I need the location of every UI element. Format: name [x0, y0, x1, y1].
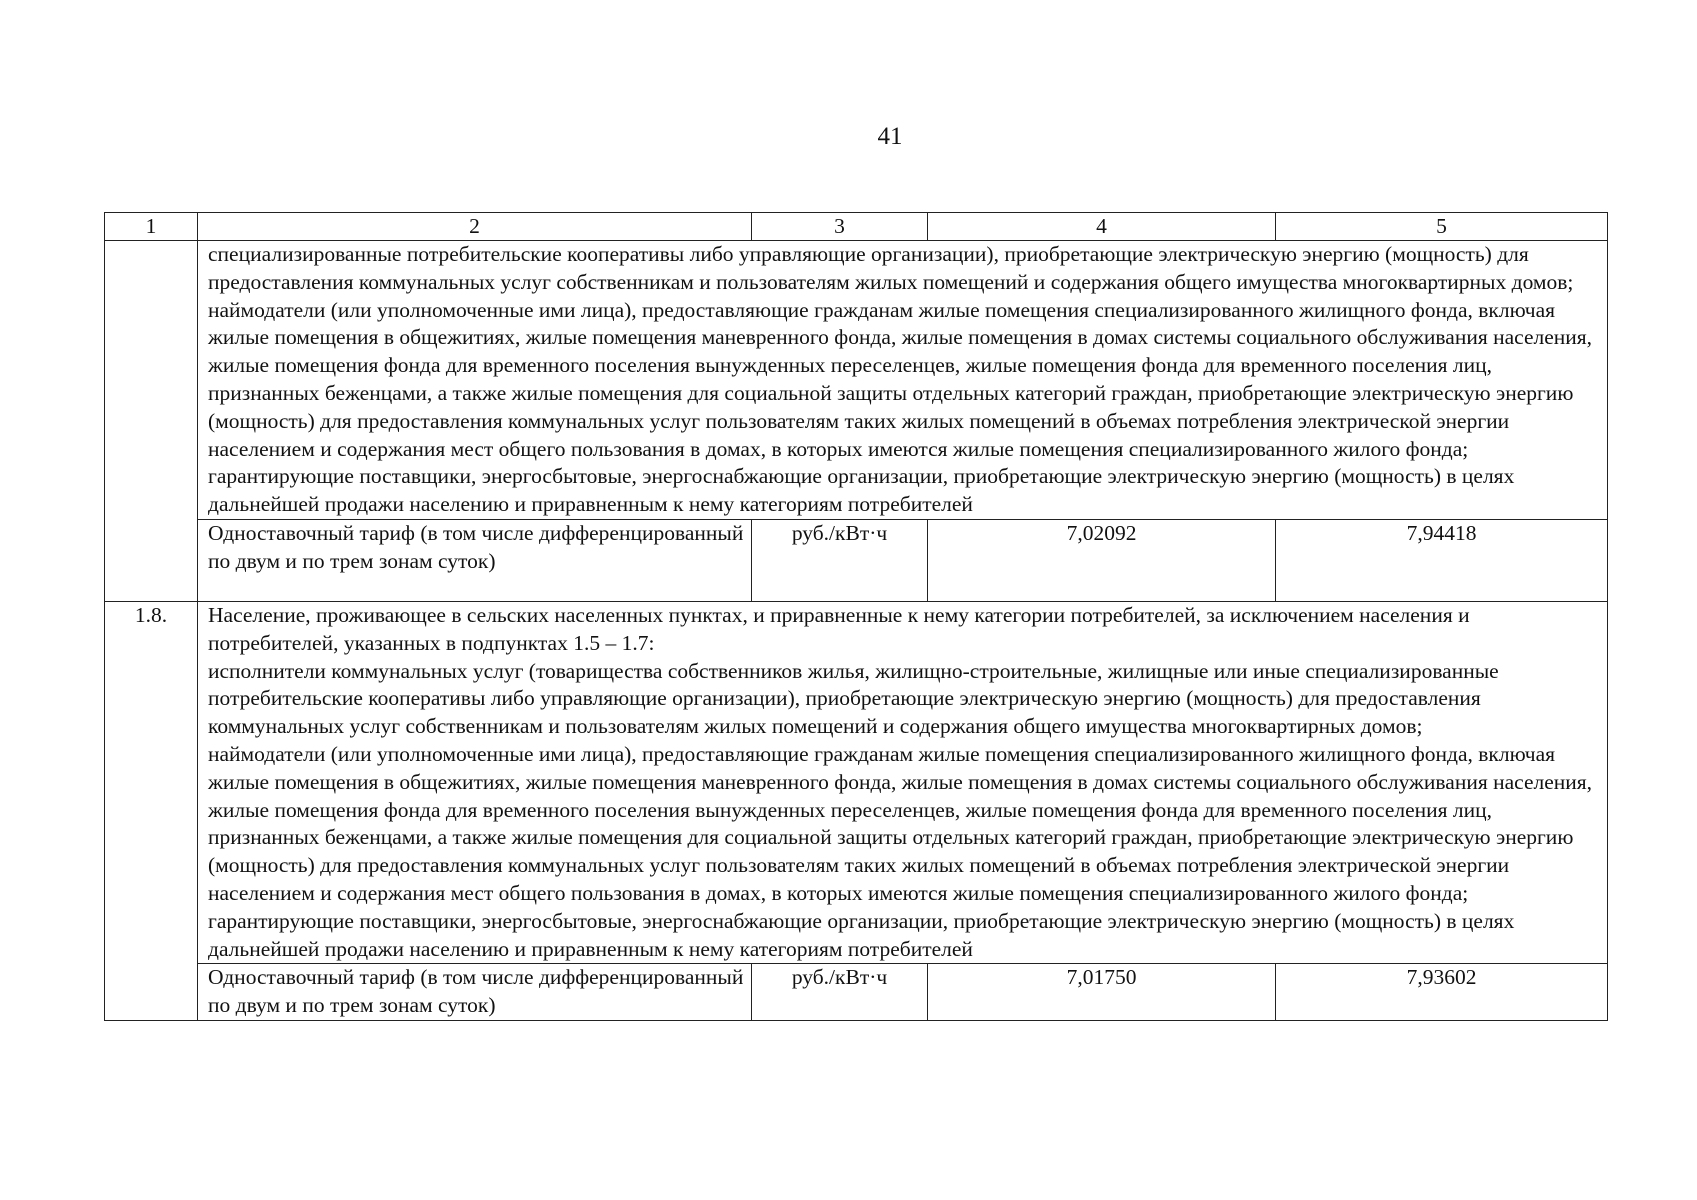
tariff-unit: руб./кВт·ч: [752, 519, 928, 601]
tariff-unit: руб./кВт·ч: [752, 964, 928, 1021]
continuation-description-row: [105, 241, 1608, 520]
header-col-4: 4: [928, 213, 1276, 241]
header-col-3: 3: [752, 213, 928, 241]
tariff-label: Одноставочный тариф (в том числе дифференцированный по двум и по трем зонам суток): [198, 964, 752, 1021]
section-number: 1.8.: [105, 601, 198, 1020]
continuation-description: [198, 241, 1608, 520]
section-1-8-tariff-row: [105, 964, 1608, 1021]
continuation-tariff-row: [105, 519, 1608, 601]
page-number: 41: [877, 123, 903, 150]
section-paragraph-4: гарантирующие поставщики, энергосбытовые, энергоснабжающие организации, приобретающие электрическую энергию (мощность) в целях дальнейшей продажи населению и приравненным к нему категориям потребителей: [208, 908, 1515, 961]
continuation-paragraph-2: наймодатели (или уполномоченные ими лица), предоставляющие гражданам жилые помещения специализированного жилищного фонда, включая жилые помещения в общежитиях, жилые помещения маневренного фонда, жилые помещения в домах системы социального обслуживания населения, жилые помещения фонда для временного поселения вынужденных переселенцев, жилые помещения фонда для временного поселения лиц, признанных беженцами, а также жилые помещения для социальной защиты отдельных категорий граждан, приобретающие электрическую энергию (мощность) для предоставления коммунальных услуг пользователям таких жилых помещений в объемах потребления электрической энергии населением и содержания мест общего пользования в домах, в которых имеются жилые помещения специализированного жилого фонда; гарантирующие поставщики, энергосбытовые, энергоснабжающие организации, приобретающие электрическую энергию (мощность) в целях дальнейшей продажи населению и приравненным к нему категориям потребителей: [208, 297, 1593, 517]
tariff-value-col5: 7,94418: [1276, 519, 1608, 601]
section-1-8-description-row: [105, 601, 1608, 963]
tariff-value-col4: 7,02092: [928, 519, 1276, 601]
header-col-1: 1: [105, 213, 198, 241]
continuation-number-cell: [105, 241, 198, 602]
section-paragraph-1: Население, проживающее в сельских населенных пунктах, и приравненные к нему категории потребителей, за исключением населения и потребителей, указанных в подпунктах 1.5 – 1.7:: [208, 602, 1470, 655]
section-1-8-description: [198, 601, 1608, 963]
tariff-value-col5: 7,93602: [1276, 964, 1608, 1021]
tariff-label: Одноставочный тариф (в том числе дифференцированный по двум и по трем зонам суток): [198, 519, 752, 601]
table-header-row: [105, 213, 1608, 241]
header-col-2: 2: [198, 213, 752, 241]
tariff-table: [104, 212, 1608, 1021]
tariff-value-col4: 7,01750: [928, 964, 1276, 1021]
continuation-paragraph-1: специализированные потребительские кооперативы либо управляющие организации), приобретающие электрическую энергию (мощность) для предоставления коммунальных услуг собственникам и пользователям жилых помещений и содержания общего имущества многоквартирных домов;: [208, 242, 1574, 294]
section-paragraph-3: наймодатели (или уполномоченные ими лица), предоставляющие гражданам жилые помещения специализированного жилищного фонда, включая жилые помещения в общежитиях, жилые помещения маневренного фонда, жилые помещения в домах системы социального обслуживания населения, жилые помещения фонда для временного поселения вынужденных переселенцев, жилые помещения фонда для временного поселения лиц, признанных беженцами, а также жилые помещения для социальной защиты отдельных категорий граждан, приобретающие электрическую энергию (мощность) для предоставления коммунальных услуг пользователям таких жилых помещений в объемах потребления электрической энергии населением и содержания мест общего пользования в домах, в которых имеются жилые помещения специализированного жилого фонда;: [208, 741, 1593, 905]
section-paragraph-2: исполнители коммунальных услуг (товарищества собственников жилья, жилищно-строительные, жилищные или иные специализированные потребительские кооперативы либо управляющие организации), приобретающие электрическую энергию (мощность) для предоставления коммунальных услуг собственникам и пользователям жилых помещений и содержания общего имущества многоквартирных домов;: [208, 658, 1499, 739]
header-col-5: 5: [1276, 213, 1608, 241]
